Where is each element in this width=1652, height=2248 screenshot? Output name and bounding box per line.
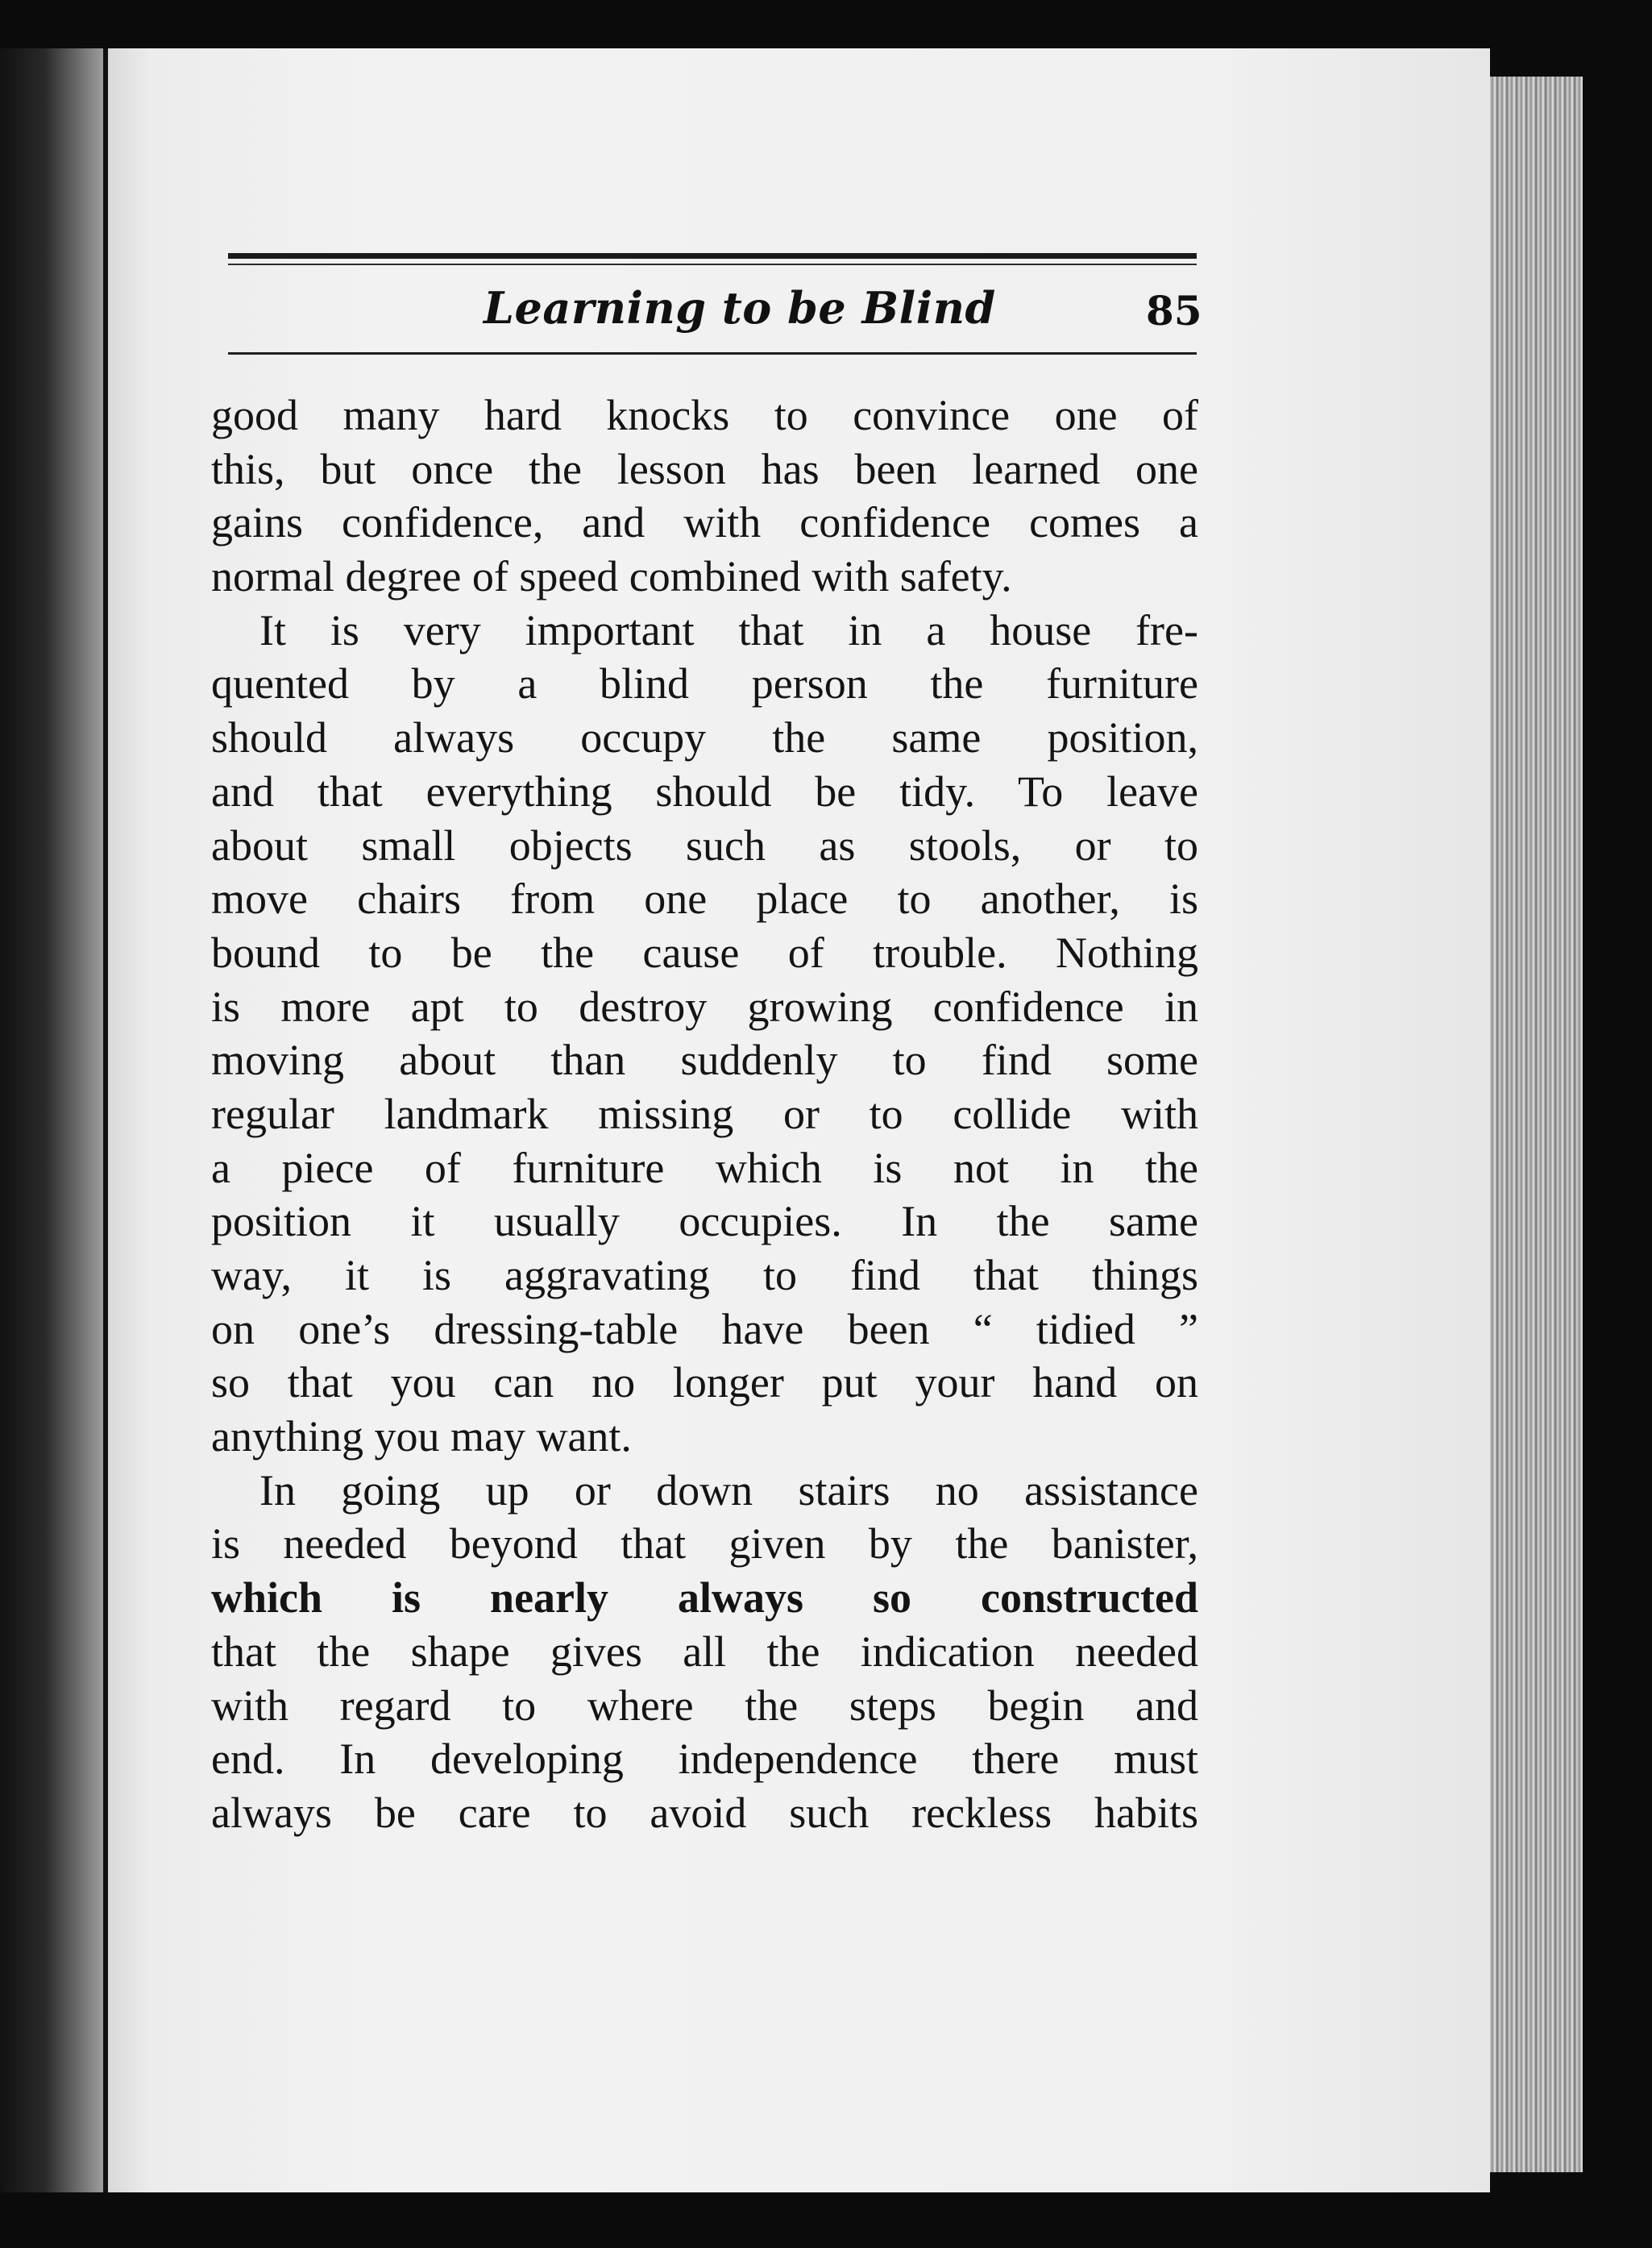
text-line: that the shape gives all the indication needed — [211, 1627, 1198, 1676]
text-line: regular landmark missing or to collide with — [211, 1089, 1198, 1138]
text-line: with regard to where the steps begin and — [211, 1681, 1198, 1730]
text-line: It is very important that in a house fre- — [259, 605, 1198, 654]
text-line: In going up or down stairs no assistance — [259, 1465, 1198, 1515]
text-line: is needed beyond that given by the banister, — [211, 1519, 1198, 1569]
text-line: which is nearly always so constructed — [211, 1573, 1198, 1623]
text-line: normal degree of speed combined with safety. — [211, 552, 1012, 601]
text-line: gains confidence, and with confidence comes a — [211, 498, 1198, 547]
text-line: always be care to avoid such reckless habits — [211, 1788, 1198, 1837]
text-line: about small objects such as stools, or to — [211, 821, 1198, 870]
scan-background — [1583, 0, 1652, 2248]
header-underline-rule — [228, 352, 1197, 355]
text-line: end. In developing independence there must — [211, 1735, 1198, 1784]
page-number: 85 — [1146, 287, 1202, 334]
page-block-edges — [1490, 77, 1583, 2172]
gutter-line — [103, 48, 108, 2192]
body-text — [211, 389, 1198, 1840]
text-line: should always occupy the same position, — [211, 713, 1198, 762]
text-line: good many hard knocks to convince one of — [211, 391, 1198, 439]
text-line: quented by a blind person the furniture — [211, 659, 1198, 708]
text-line: move chairs from one place to another, is — [211, 875, 1198, 924]
text-line: bound to be the cause of trouble. Nothing — [211, 928, 1198, 977]
text-line: on one’s dressing-table have been “ tidied ” — [211, 1304, 1198, 1353]
text-line: this, but once the lesson has been learned one — [211, 444, 1198, 493]
text-line: so that you can no longer put your hand on — [211, 1358, 1198, 1407]
header-rule-thick — [228, 253, 1197, 259]
running-head: Learning to be Blind — [484, 282, 996, 334]
text-line: is more apt to destroy growing confidence in — [211, 982, 1198, 1031]
text-line: position it usually occupies. In the same — [211, 1197, 1198, 1246]
text-line: moving about than suddenly to find some — [211, 1036, 1198, 1085]
text-line: anything you may want. — [211, 1412, 632, 1461]
header-rule-thin — [228, 264, 1197, 265]
book-binding — [0, 48, 113, 2192]
text-line: and that everything should be tidy. To leave — [211, 767, 1198, 816]
text-line: a piece of furniture which is not in the — [211, 1143, 1198, 1192]
text-line: way, it is aggravating to find that things — [211, 1251, 1198, 1299]
